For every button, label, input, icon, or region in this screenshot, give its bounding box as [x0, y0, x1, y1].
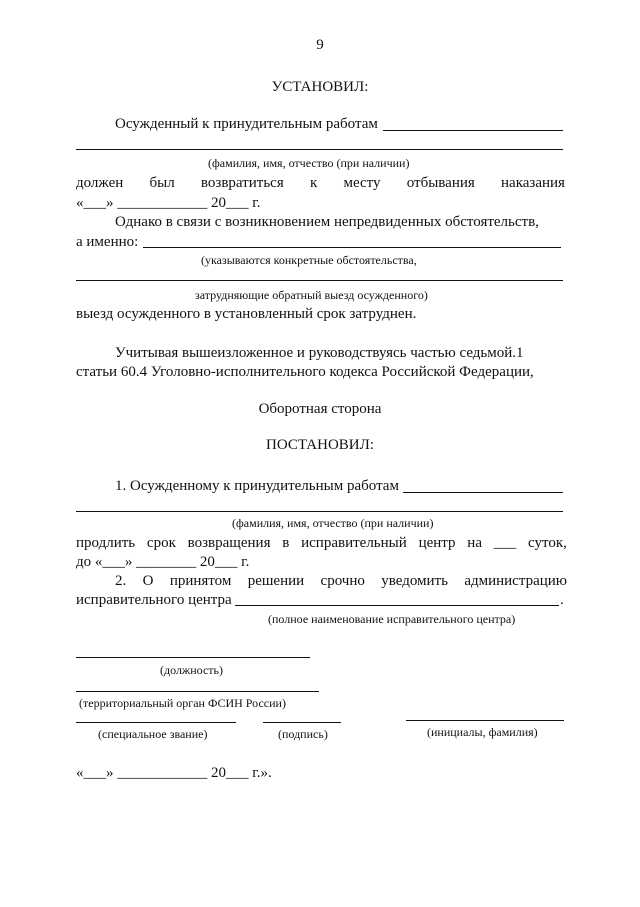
- until-date[interactable]: до «___» ________ 20___ г.: [76, 554, 250, 570]
- word: администрацию: [464, 573, 567, 589]
- circumstances-line[interactable]: [143, 247, 561, 248]
- word: продлить: [76, 535, 136, 551]
- word: О: [142, 573, 154, 589]
- days-blank[interactable]: ___: [493, 535, 517, 551]
- word: отбывания: [406, 175, 475, 191]
- sign-hint: (подпись): [278, 727, 328, 741]
- obstruct-hint: затрудняющие обратный выезд осужденного): [195, 288, 428, 302]
- word: на: [467, 535, 482, 551]
- word: уведомить: [381, 573, 448, 589]
- initials-line[interactable]: [406, 720, 564, 721]
- final-date[interactable]: «___» ____________ 20___ г.».: [76, 765, 272, 781]
- resolved-heading: ПОСТАНОВИЛ:: [266, 437, 374, 453]
- word: принятом: [169, 573, 232, 589]
- word: наказания: [501, 175, 565, 191]
- word: возвратиться: [200, 175, 284, 191]
- convict-label: Осужденный к принудительным работам: [115, 116, 378, 132]
- article-text: статьи 60.4 Уголовно-исполнительного кодекса Российской Федерации,: [76, 364, 534, 380]
- established-heading: УСТАНОВИЛ:: [271, 79, 369, 95]
- considering-text: Учитывая вышеизложенное и руководствуясь частью седьмой.1: [115, 345, 524, 361]
- convict-name-line[interactable]: [383, 130, 563, 131]
- territorial-line[interactable]: [76, 691, 319, 692]
- center-end: .: [560, 592, 564, 608]
- territorial-hint: (территориальный орган ФСИН России): [79, 696, 286, 710]
- word: был: [149, 175, 175, 191]
- return-sentence-row: [76, 174, 565, 192]
- center-label: исправительного центра: [76, 592, 232, 608]
- initials-hint: (инициалы, фамилия): [427, 725, 538, 739]
- word: в: [282, 535, 290, 551]
- word: срочно: [320, 573, 365, 589]
- position-line[interactable]: [76, 657, 310, 658]
- extend-sentence-row: [76, 534, 567, 552]
- word: возвращения: [187, 535, 271, 551]
- word: должен: [76, 175, 124, 191]
- return-date[interactable]: «___» ____________ 20___ г.: [76, 195, 261, 211]
- sign-line[interactable]: [263, 722, 341, 723]
- rank-line[interactable]: [76, 722, 236, 723]
- word: суток,: [528, 535, 567, 551]
- word: исправительный: [301, 535, 407, 551]
- item1-name-line[interactable]: [403, 492, 563, 493]
- word: центр: [418, 535, 456, 551]
- center-hint: (полное наименование исправительного центра): [268, 612, 516, 626]
- circumstances-hint: (указываются конкретные обстоятельства,: [201, 253, 417, 267]
- word: 2.: [115, 573, 127, 589]
- rank-hint: (специальное звание): [98, 727, 208, 741]
- word: месту: [343, 175, 381, 191]
- word: к: [309, 175, 318, 191]
- item1-name-line-2[interactable]: [76, 511, 563, 512]
- page-number: 9: [316, 37, 324, 53]
- item1-label: 1. Осужденному к принудительным работам: [115, 478, 399, 494]
- however-text: Однако в связи с возникновением непредвиденных обстоятельств,: [115, 214, 539, 230]
- position-hint: (должность): [160, 663, 223, 677]
- item2-sentence-row: [115, 572, 567, 590]
- word: решении: [247, 573, 305, 589]
- reverse-side-label: Оборотная сторона: [258, 401, 382, 417]
- item1-fio-hint: (фамилия, имя, отчество (при наличии): [232, 516, 434, 530]
- circumstances-line-2[interactable]: [76, 280, 563, 281]
- word: срок: [146, 535, 176, 551]
- fio-hint: (фамилия, имя, отчество (при наличии): [208, 156, 410, 170]
- convict-name-line-2[interactable]: [76, 149, 563, 150]
- namely-label: а именно:: [76, 234, 139, 250]
- center-name-line[interactable]: [235, 605, 559, 606]
- obstructed-text: выезд осужденного в установленный срок затруднен.: [76, 306, 417, 322]
